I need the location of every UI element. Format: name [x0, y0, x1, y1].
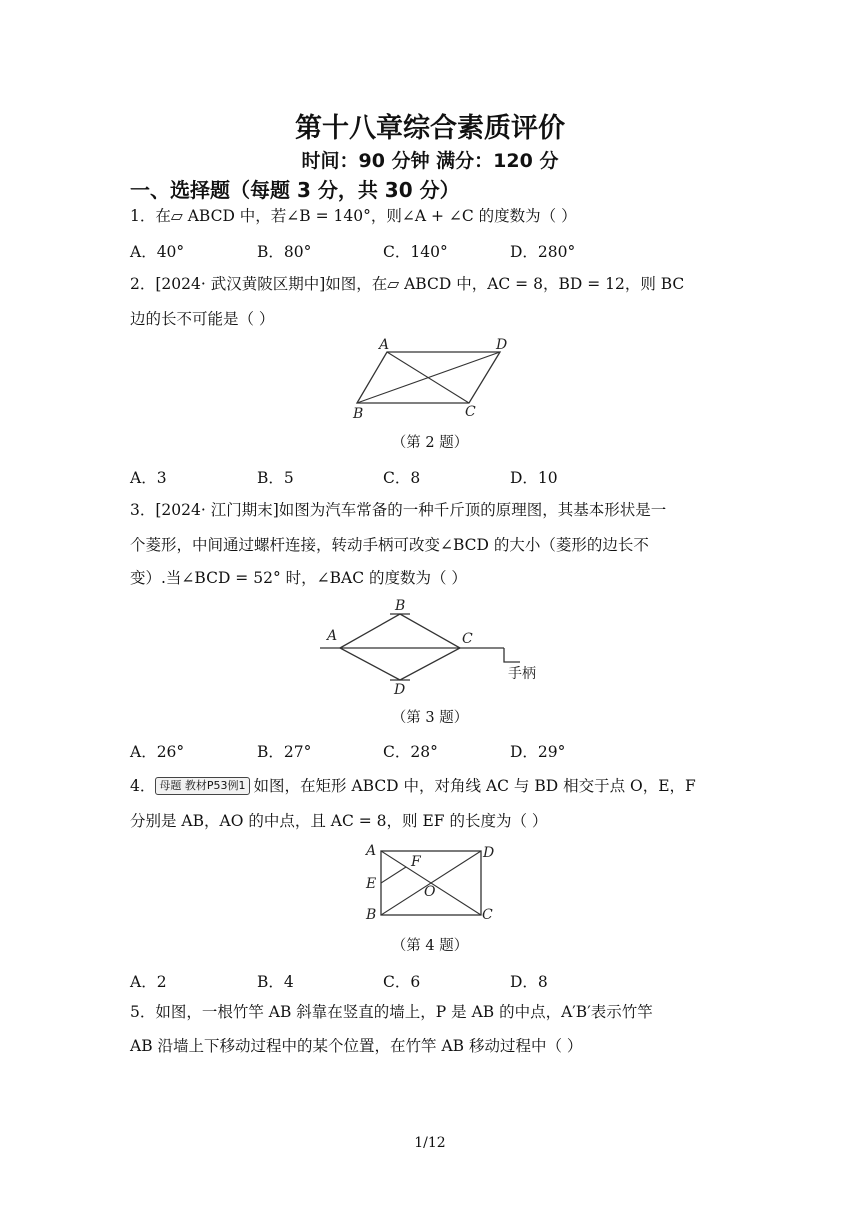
q2-option-b: B．5: [257, 469, 294, 487]
source-badge: 母题 教材P53例1: [155, 777, 249, 795]
q4-option-d: D．8: [510, 973, 548, 991]
label-c: C: [482, 907, 493, 923]
q2-option-d: D．10: [510, 469, 558, 487]
segment-ef: [381, 867, 406, 883]
page-number: 1/12: [414, 1135, 446, 1151]
label-a: A: [366, 843, 377, 859]
label-d: D: [483, 845, 495, 861]
question-3-line-1: 3．[2024· 江门期末]如图为汽车常备的一种千斤顶的原理图，其基本形状是一: [130, 501, 667, 519]
q4-option-b: B．4: [257, 973, 294, 991]
q3-option-a: A．26°: [130, 743, 185, 761]
question-3-line-2: 个菱形，中间通过螺杆连接，转动手柄可改变∠BCD 的大小（菱形的边长不: [130, 536, 649, 554]
exam-info: 时间：90 分钟 满分：120 分: [301, 150, 559, 172]
question-2-line-2: 边的长不可能是（ ）: [130, 310, 275, 328]
label-c: C: [462, 631, 473, 647]
diagonal-bd: [357, 352, 500, 403]
rhombus-shape: [340, 614, 460, 680]
handle: [504, 648, 520, 662]
q4-option-c: C．6: [383, 973, 421, 991]
label-d: D: [394, 682, 406, 696]
label-c: C: [465, 404, 476, 420]
label-o: O: [424, 884, 436, 900]
parallelogram-figure: [345, 335, 520, 423]
question-4-line-1: [130, 769, 696, 803]
section-heading: 一、选择题（每题 3 分，共 30 分）: [130, 178, 460, 202]
label-e: E: [366, 876, 377, 892]
label-a: A: [379, 337, 390, 353]
q3-option-c: C．28°: [383, 743, 438, 761]
label-a: A: [327, 628, 338, 644]
question-2-line-1: 2．[2024· 武汉黄陂区期中]如图，在▱ ABCD 中，AC = 8，BD = 12，则 BC: [130, 275, 685, 293]
question-5-line-1: 5．如图，一根竹竿 AB 斜靠在竖直的墙上，P 是 AB 的中点，A′B′表示竹竿: [130, 1003, 653, 1021]
question-4-text: 如图，在矩形 ABCD 中，对角线 AC 与 BD 相交于点 O，E，F: [253, 777, 696, 795]
q1-option-b: B．80°: [257, 243, 312, 261]
page-title: 第十八章综合素质评价: [295, 113, 565, 144]
q1-option-a: A．40°: [130, 243, 185, 261]
jack-rhombus-figure: [318, 596, 548, 696]
question-1-text: 1．在▱ ABCD 中，若∠B = 140°，则∠A + ∠C 的度数为（ ）: [130, 207, 577, 225]
figure-3-caption: （第 3 题）: [391, 710, 469, 726]
label-f: F: [411, 854, 421, 870]
label-b: B: [395, 598, 406, 614]
question-4-number: 4．: [130, 777, 156, 795]
label-handle: 手柄: [508, 666, 536, 682]
figure-2-caption: （第 2 题）: [391, 435, 469, 451]
q1-option-c: C．140°: [383, 243, 448, 261]
question-5-line-2: AB 沿墙上下移动过程中的某个位置，在竹竿 AB 移动过程中（ ）: [130, 1037, 583, 1055]
q2-option-c: C．8: [383, 469, 421, 487]
q2-option-a: A．3: [130, 469, 167, 487]
q4-option-a: A．2: [130, 973, 167, 991]
q3-option-b: B．27°: [257, 743, 312, 761]
figure-4-caption: （第 4 题）: [391, 938, 469, 954]
label-d: D: [496, 337, 508, 353]
question-4-line-2: 分别是 AB，AO 的中点，且 AC = 8，则 EF 的长度为（ ）: [130, 812, 548, 830]
q1-option-d: D．280°: [510, 243, 576, 261]
label-b: B: [366, 907, 377, 923]
label-b: B: [353, 406, 364, 422]
rectangle-figure: [360, 840, 500, 925]
q3-option-d: D．29°: [510, 743, 566, 761]
question-3-line-3: 变）.当∠BCD = 52° 时，∠BAC 的度数为（ ）: [130, 569, 467, 587]
